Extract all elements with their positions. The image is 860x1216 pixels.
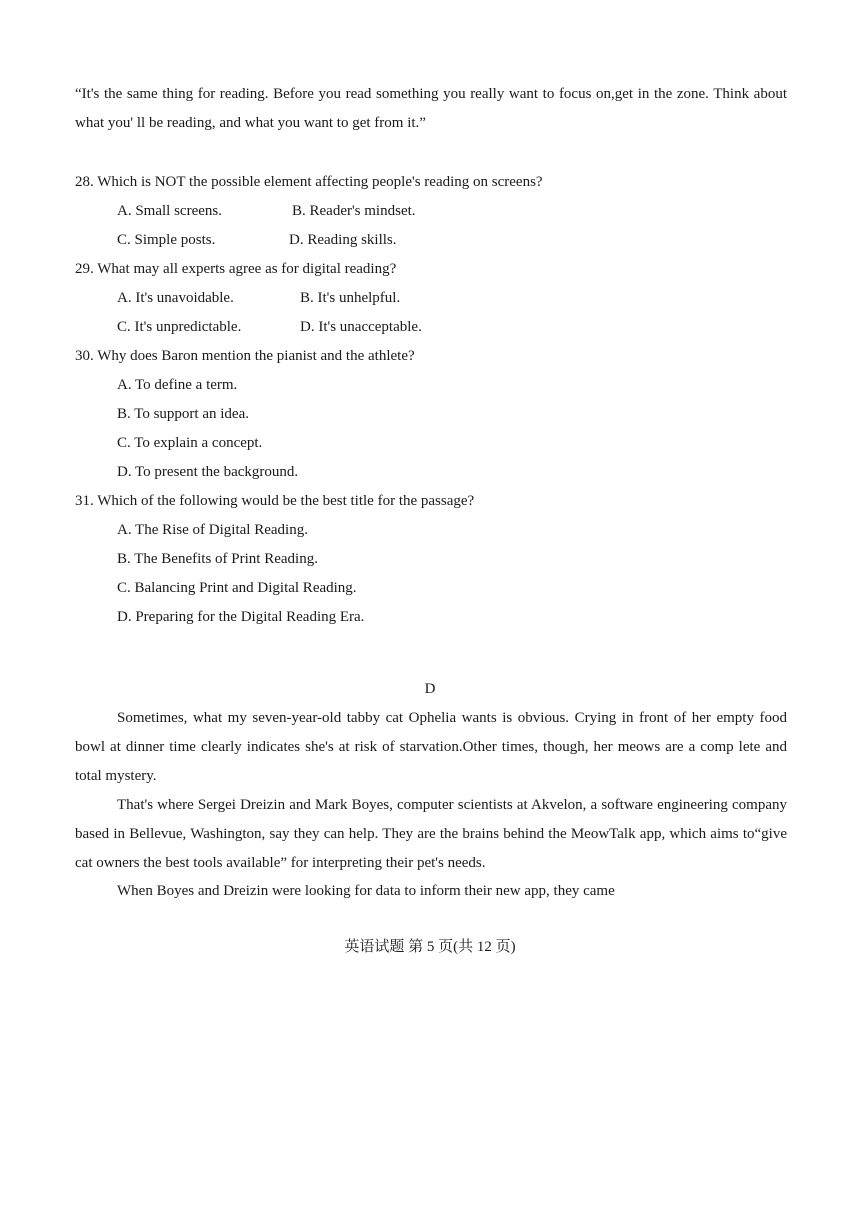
question-29-option-a: A. It's unavoidable. xyxy=(117,290,234,306)
question-30-stem: 30. Why does Baron mention the pianist and the athlete? xyxy=(75,348,415,364)
question-31-option-c: C. Balancing Print and Digital Reading. xyxy=(117,580,357,596)
intro-paragraph: “It's the same thing for reading. Before you read something you really want to focus on,get in the zone. Think about what you' ll be reading, and what you want to get from it.” xyxy=(75,86,787,131)
question-31-option-a: A. The Rise of Digital Reading. xyxy=(117,522,308,538)
question-28-option-c: C. Simple posts. xyxy=(117,232,216,248)
section-d-paragraph-2: That's where Sergei Dreizin and Mark Boyes, computer scientists at Akvelon, a software engineering company based in Bellevue, Washington, say they can help. They are the brains behind the MeowTalk app, which aims to“give cat owners the best tools available” for interpreting their pet's needs. xyxy=(75,797,787,871)
question-28-stem: 28. Which is NOT the possible element affecting people's reading on screens? xyxy=(75,174,543,190)
question-29-option-c: C. It's unpredictable. xyxy=(117,319,242,335)
section-heading: D xyxy=(424,681,436,697)
page-footer: 英语试题 第 5 页(共 12 页) xyxy=(344,939,516,955)
question-29-option-d: D. It's unacceptable. xyxy=(300,319,422,335)
question-31-stem: 31. Which of the following would be the best title for the passage? xyxy=(75,493,475,509)
section-d-paragraph-1: Sometimes, what my seven-year-old tabby cat Ophelia wants is obvious. Crying in front of her empty food bowl at dinner time clearly indicates she's at risk of starvation.Other times, though, her meows are a comp lete and total mystery. xyxy=(75,710,787,784)
question-30-option-c: C. To explain a concept. xyxy=(117,435,263,451)
question-28-option-a: A. Small screens. xyxy=(117,203,222,219)
question-28-option-b: B. Reader's mindset. xyxy=(292,203,416,219)
question-29-option-b: B. It's unhelpful. xyxy=(300,290,401,306)
question-30-option-a: A. To define a term. xyxy=(117,377,238,393)
question-29-stem: 29. What may all experts agree as for digital reading? xyxy=(75,261,397,277)
question-31-option-d: D. Preparing for the Digital Reading Era. xyxy=(117,609,365,625)
question-28-option-d: D. Reading skills. xyxy=(289,232,397,248)
question-31-option-b: B. The Benefits of Print Reading. xyxy=(117,551,318,567)
section-d-paragraph-3: When Boyes and Dreizin were looking for data to inform their new app, they came xyxy=(117,883,615,899)
question-30-option-d: D. To present the background. xyxy=(117,464,299,480)
question-30-option-b: B. To support an idea. xyxy=(117,406,249,422)
